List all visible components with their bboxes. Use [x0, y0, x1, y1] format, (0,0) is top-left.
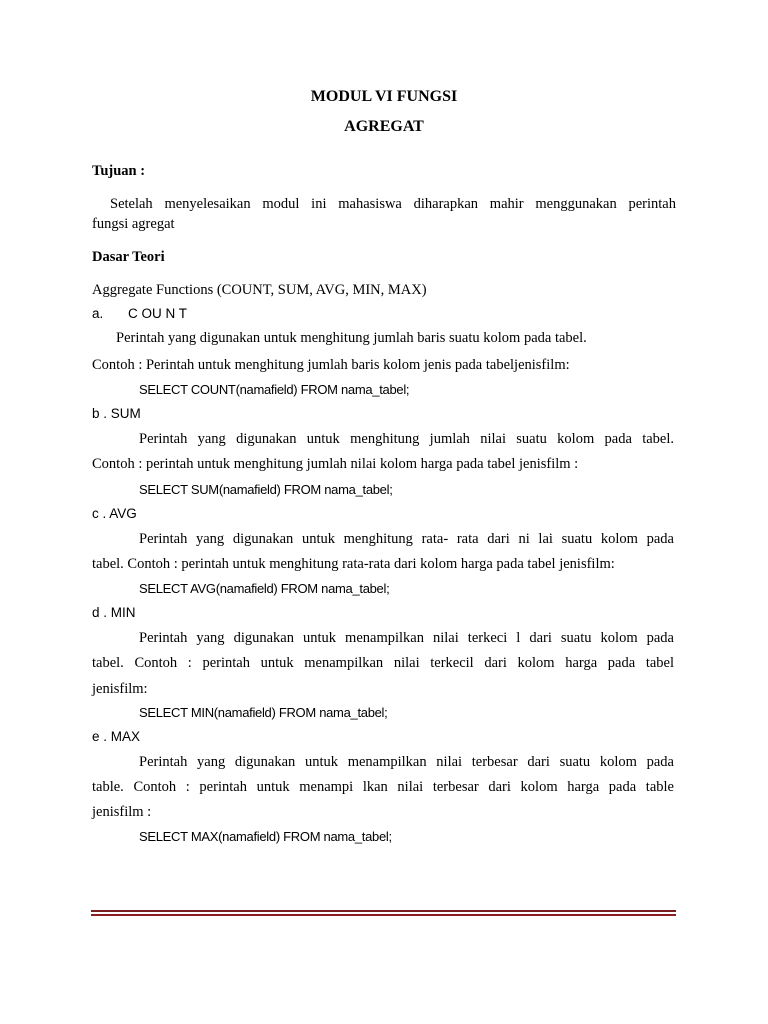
sum-description-line1: Perintah yang digunakan untuk menghitung jumlah nilai suatu kolom pada tabel. [139, 431, 674, 447]
max-label: e . MAX [92, 729, 141, 744]
max-description-line3: jenisfilm : [92, 804, 152, 820]
dasar-teori-heading: Dasar Teori [92, 249, 165, 265]
avg-code: SELECT AVG(namafield) FROM nama_tabel; [139, 581, 390, 596]
sum-code: SELECT SUM(namafield) FROM nama_tabel; [139, 482, 393, 497]
footer-divider [91, 910, 676, 918]
count-marker: a. [92, 306, 104, 321]
sum-label: b . SUM [92, 406, 141, 421]
avg-description-line1: Perintah yang digunakan untuk menghitung rata- rata dari ni lai suatu kolom pada [139, 531, 674, 547]
avg-label: c . AVG [92, 506, 137, 521]
max-description-line1: Perintah yang digunakan untuk menampilkan nilai terbesar dari suatu kolom pada [139, 754, 674, 770]
page-title: MODUL VI FUNGSI [310, 88, 458, 105]
tujuan-text-line2: fungsi agregat [92, 216, 175, 232]
count-description: Perintah yang digunakan untuk menghitung jumlah baris suatu kolom pada tabel. [116, 330, 587, 346]
tujuan-heading: Tujuan : [92, 163, 146, 179]
footer-divider-line-bottom [91, 914, 676, 916]
tujuan-text-line1: Setelah menyelesaikan modul ini mahasiswa diharapkan mahir menggunakan perintah [110, 196, 676, 212]
min-label: d . MIN [92, 605, 136, 620]
page-subtitle: AGREGAT [344, 118, 424, 135]
aggregate-functions-intro: Aggregate Functions (COUNT, SUM, AVG, MIN, MAX) [92, 282, 427, 298]
min-description-line2: tabel. Contoh : perintah untuk menampilkan nilai terkecil dari kolom harga pada tabel [92, 655, 674, 671]
max-code: SELECT MAX(namafield) FROM nama_tabel; [139, 829, 392, 844]
min-description-line3: jenisfilm: [92, 681, 148, 697]
avg-description-line2: tabel. Contoh : perintah untuk menghitung rata-rata dari kolom harga pada tabel jenisfilm: [92, 556, 615, 572]
count-example: Contoh : Perintah untuk menghitung jumlah baris kolom jenis pada tabeljenisfilm: [92, 357, 570, 373]
min-code: SELECT MIN(namafield) FROM nama_tabel; [139, 705, 388, 720]
max-description-line2: table. Contoh : perintah untuk menampi lkan nilai terbesar dari kolom harga pada table [92, 779, 674, 795]
footer-divider-line-top [91, 910, 676, 912]
sum-description-line2: Contoh : perintah untuk menghitung jumlah nilai kolom harga pada tabel jenisfilm : [92, 456, 579, 472]
count-code: SELECT COUNT(namafield) FROM nama_tabel; [139, 382, 410, 397]
count-label: C OU N T [128, 306, 188, 321]
min-description-line1: Perintah yang digunakan untuk menampilkan nilai terkeci l dari suatu kolom pada [139, 630, 674, 646]
